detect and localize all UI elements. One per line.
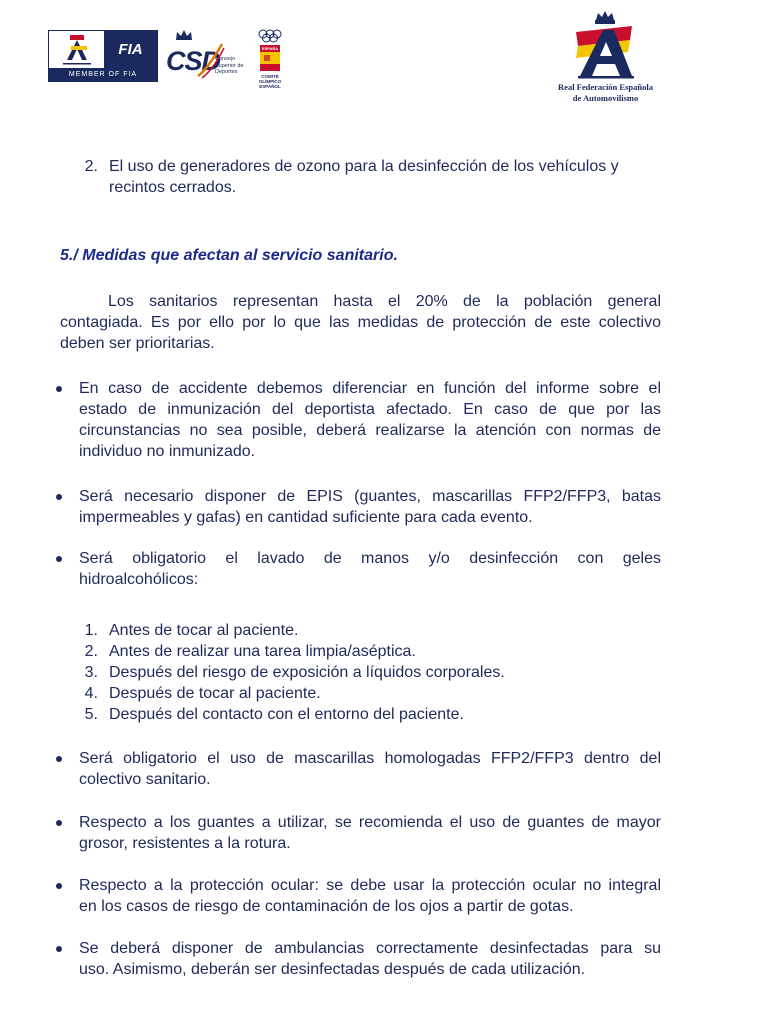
fia-logo — [48, 30, 158, 82]
list-item: 5. Después del contacto con el entorno del paciente. — [84, 706, 464, 723]
hand-wash-steps — [78, 620, 661, 725]
section-heading: 5./ Medidas que afectan al servicio sanitario. — [60, 247, 398, 264]
crown-icon — [174, 28, 194, 42]
top-item-line1: El uso de generadores de ozono para la desinfección de los vehículos y — [109, 158, 619, 175]
coe-logo — [255, 28, 285, 89]
list-item: 2. Antes de realizar una tarea limpia/aséptica. — [84, 643, 416, 660]
bullet-gloves: Respecto a los guantes a utilizar, se recomienda el uso de guantes de mayor grosor, resistentes a la rotura. — [79, 814, 661, 852]
intro-line2: contagiada. Es por ello por lo que las medidas de protección de este colectivo — [60, 314, 661, 331]
fia-wordmark: FIA — [118, 41, 143, 58]
csd-logo — [166, 28, 246, 84]
rfea-logo — [548, 10, 663, 110]
bullet-hand-wash: Será obligatorio el lavado de manos y/o desinfección con geles hidroalcohólicos: — [79, 550, 661, 588]
bullet-accident: En caso de accidente debemos diferenciar en función del informe sobre el estado de inmunización del deportista afectado. En caso de que por las circunstancias no sea posible, deberá realizarse la atención con normas de individuo no inmunizado. — [79, 380, 661, 460]
list-item: 3. Después del riesgo de exposición a líquidos corporales. — [84, 664, 505, 681]
bullet-dot — [56, 756, 62, 762]
coe-label: COMITÉ OLÍMPICO ESPAÑOL — [258, 74, 282, 89]
olympic-rings-icon — [255, 28, 285, 74]
top-item-line2: recintos cerrados. — [109, 179, 237, 196]
fia-member-text: MEMBER OF FIA — [49, 68, 157, 81]
bullet-eye-protection: Respecto a la protección ocular: se debe usar la protección ocular no integral en los casos de riesgo de contaminación de los ojos a partir de gotas. — [79, 877, 661, 915]
bullet-ambulances: Se deberá disponer de ambulancias correctamente desinfectadas para su uso. Asimismo, deberán ser desinfectadas después de cada utilización. — [79, 940, 661, 978]
intro-line3: deben ser prioritarias. — [60, 335, 215, 352]
bullet-dot — [56, 883, 62, 889]
bullet-epis: Será necesario disponer de EPIS (guantes, mascarillas FFP2/FFP3, batas impermeables y gafas) en cantidad suficiente para cada evento. — [79, 488, 661, 526]
rfea-name: Real Federación Española de Automovilismo — [558, 82, 653, 103]
csd-subtitle: Consejo Superior de Deportes — [215, 56, 244, 75]
bullet-dot — [56, 556, 62, 562]
coe-flag-label: ESPAÑA — [261, 46, 279, 51]
bullet-masks: Será obligatorio el uso de mascarillas homologadas FFP2/FFP3 dentro del colectivo sanitario. — [79, 750, 661, 788]
list-item: 1. Antes de tocar al paciente. — [84, 622, 299, 639]
rfea-emblem-icon — [570, 10, 640, 80]
intro-line1: Los sanitarios representan hasta el 20% de la población general — [108, 293, 661, 310]
bullet-dot — [56, 386, 62, 392]
bullet-dot — [56, 820, 62, 826]
bullet-dot — [56, 494, 62, 500]
list-item: 4. Después de tocar al paciente. — [84, 685, 321, 702]
bullet-dot — [56, 946, 62, 952]
csd-wordmark: CSD — [166, 46, 221, 76]
top-item-number: 2. — [84, 158, 98, 175]
rfea-mini-emblem — [49, 31, 104, 68]
